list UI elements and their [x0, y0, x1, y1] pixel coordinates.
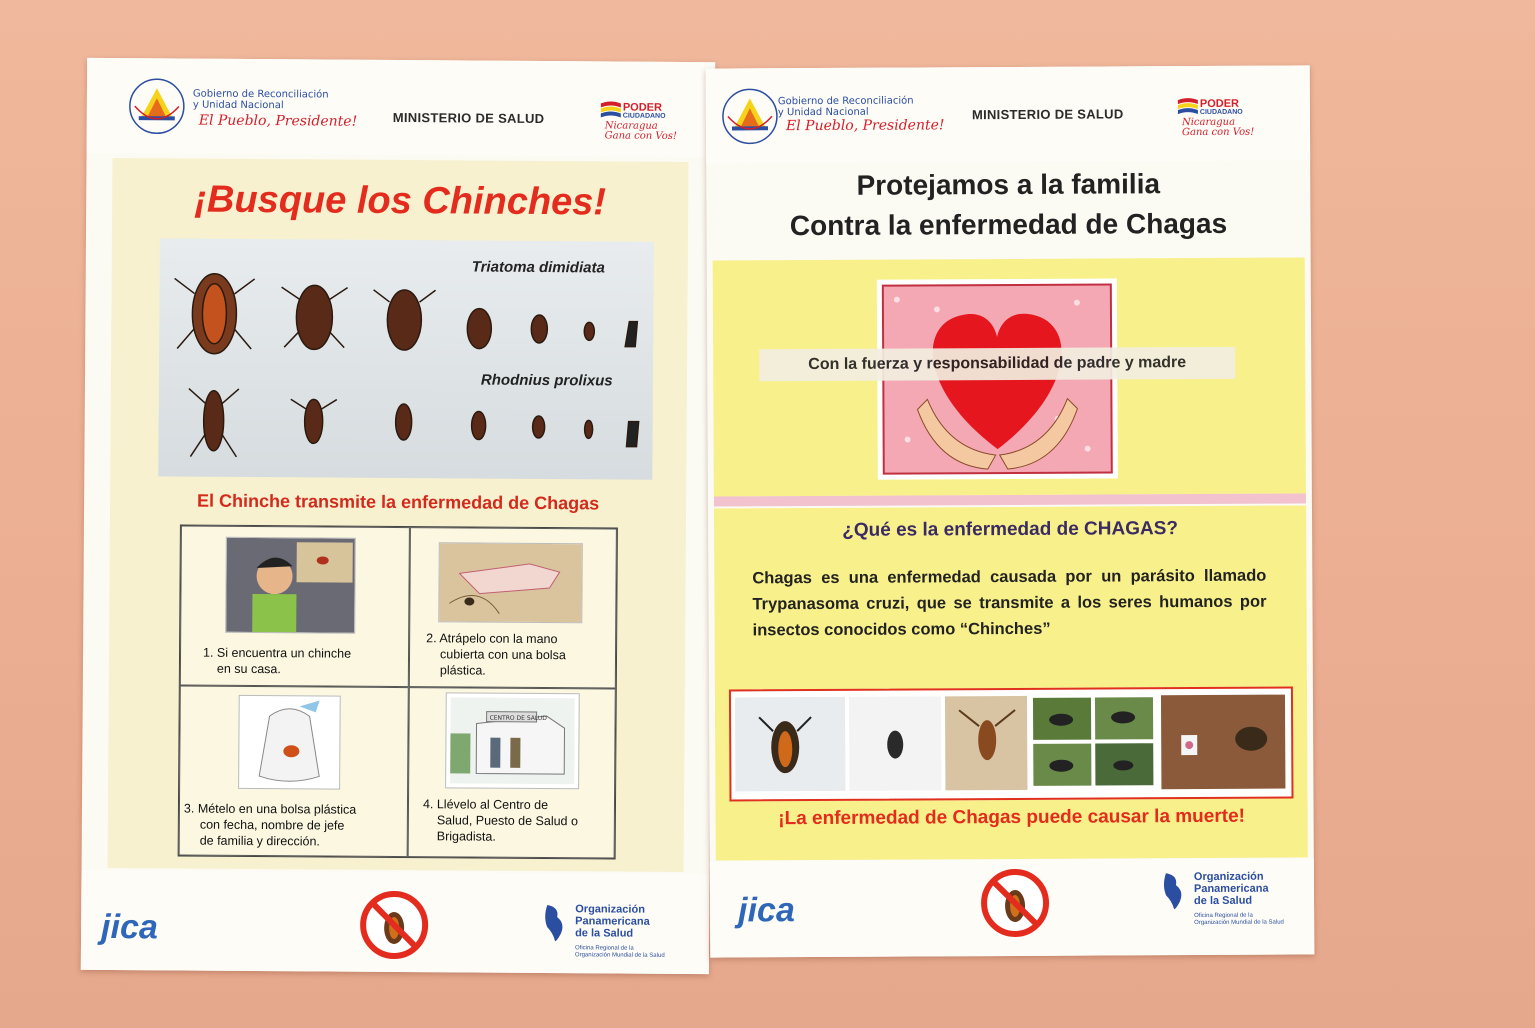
americas-map-icon	[1158, 871, 1192, 911]
ops-line-1: Organización	[1193, 870, 1264, 884]
step-3-line-1: 3. Mételo en una bolsa plástica	[183, 801, 357, 817]
step-2-cell	[409, 527, 617, 688]
poster-title	[706, 163, 1310, 246]
government-logo	[720, 86, 780, 146]
poder-slogan	[1182, 118, 1254, 138]
step-1-text	[203, 645, 351, 678]
poster-footer	[710, 858, 1314, 957]
kissing-bug-photo-grid	[1031, 695, 1157, 790]
step-3-text	[184, 801, 357, 850]
gov-line-2: y Unidad Nacional	[777, 106, 869, 119]
flag-icon	[599, 99, 623, 121]
gov-line-1: Gobierno de Reconciliación	[777, 95, 914, 108]
bug-photo-grid	[1031, 695, 1157, 790]
ops-line-3: de la Salud	[575, 927, 634, 940]
pink-divider	[714, 493, 1306, 506]
poder-slogan	[605, 121, 677, 142]
ops-sub-line-1: Oficina Regional de la	[574, 945, 634, 952]
ministry-name: MINISTERIO DE SALUD	[971, 106, 1124, 123]
bug-specimens-photo	[158, 238, 654, 479]
health-center-illustration	[446, 693, 579, 788]
no-bug-icon	[359, 890, 429, 960]
step-1-line-1: 1. Si encuentra un chinche	[202, 645, 352, 661]
species-label-triatoma: Triatoma dimidiata	[471, 258, 605, 277]
ops-sub-line-2: Organización Mundial de la Salud	[1194, 919, 1284, 927]
ministry-name: MINISTERIO DE SALUD	[392, 109, 545, 127]
title-line-2: Contra la enfermedad de Chagas	[789, 207, 1228, 242]
step-4-cell	[408, 687, 616, 858]
step-4-line-2: Salud, Puesto de Salud o	[436, 813, 579, 829]
ops-sub-line-2: Organización Mundial de la Salud	[574, 952, 665, 959]
ops-sub-line-1: Oficina Regional de la	[1194, 912, 1253, 920]
chagas-question: ¿Qué es la enfermedad de CHAGAS?	[842, 518, 1179, 541]
ops-line-1: Organización	[575, 903, 645, 916]
poder-ciudadano-logo	[599, 93, 679, 149]
poster-protejamos-familia	[706, 65, 1315, 957]
poster-header	[706, 65, 1310, 163]
chagas-description: Chagas es una enfermedad causada por un parásito llamado Trypanasoma cruzi, que se transmite a los seres humanos por insectos conocidos como “Chinches”	[752, 566, 1267, 640]
step-1-illustration	[225, 537, 356, 634]
ops-subtitle	[575, 945, 665, 960]
ops-name	[1194, 871, 1269, 907]
poder-title: PODER	[1199, 97, 1240, 111]
ops-line-2: Panamericana	[1193, 882, 1269, 896]
species-label-rhodnius: Rhodnius prolixus	[480, 371, 613, 390]
ops-logo	[1158, 870, 1308, 931]
step-4-line-3: Brigadista.	[436, 829, 496, 844]
poder-slogan-line-2: Gana con Vos!	[604, 130, 677, 142]
poder-ciudadano-logo	[1176, 90, 1256, 145]
step-4-text	[423, 796, 578, 845]
ops-line-3: de la Salud	[1194, 894, 1253, 908]
step-2-line-1: 2. Atrápelo con la mano	[426, 631, 558, 647]
poster-title: ¡Busque los Chinches!	[194, 178, 607, 224]
step-3-illustration	[238, 695, 341, 790]
jica-logo: jica	[100, 907, 158, 947]
poster-body	[108, 158, 689, 872]
ops-name	[575, 903, 650, 940]
bug-photo-5	[1161, 695, 1285, 790]
government-slogan: El Pueblo, Presidente!	[785, 117, 945, 135]
death-warning: ¡La enfermedad de Chagas puede causar la muerte!	[778, 805, 1246, 830]
jica-logo: jica	[737, 891, 795, 930]
step-2-illustration	[438, 542, 583, 623]
step-2-line-2: cubierta con una bolsa	[439, 647, 566, 663]
poster-header	[87, 58, 716, 157]
kissing-bug-photo-5	[1161, 695, 1285, 790]
heart-caption: Con la fuerza y responsabilidad de padre y madre	[759, 347, 1235, 381]
step-2-text	[426, 630, 566, 679]
bug-photo-2	[849, 696, 941, 790]
step-1-line-2: en su casa.	[216, 661, 281, 677]
ops-subtitle	[1194, 913, 1284, 927]
step-4-line-1: 4. Llévelo al Centro de	[422, 797, 549, 813]
step-1-cell	[180, 525, 410, 687]
poster-footer	[81, 870, 710, 974]
poder-slogan-line-1: Nicaragua	[1181, 116, 1236, 129]
government-logo	[127, 76, 187, 136]
ops-line-2: Panamericana	[575, 915, 650, 928]
health-center-sign-text: CENTRO DE SALUD	[489, 714, 547, 723]
ops-logo	[539, 903, 679, 964]
no-bug-icon	[980, 868, 1050, 938]
gov-line-2: y Unidad Nacional	[192, 99, 284, 112]
kissing-bug-photo-1	[735, 697, 845, 792]
hand-catching-bug-illustration	[439, 543, 582, 622]
gov-line-1: Gobierno de Reconciliación	[192, 88, 329, 101]
government-name	[193, 89, 329, 112]
government-slogan: El Pueblo, Presidente!	[198, 112, 358, 130]
plastic-bag-illustration	[239, 696, 340, 789]
instruction-steps-grid	[178, 524, 618, 859]
americas-map-icon	[539, 903, 573, 943]
step-3-line-3: de familia y dirección.	[199, 833, 320, 849]
title-line-1: Protejamos a la familia	[856, 168, 1161, 201]
poder-slogan-line-2: Gana con Vos!	[1181, 126, 1255, 139]
poder-subtitle: CIUDADANO	[1199, 108, 1243, 117]
step-3-line-2: con fecha, nombre de jefe	[199, 817, 345, 833]
bug-photo-1	[735, 697, 845, 792]
poder-slogan-line-1: Nicaragua	[604, 120, 658, 132]
kissing-bug-photo-2	[849, 696, 941, 790]
kissing-bug-photo-3	[945, 696, 1027, 790]
poder-subtitle: CIUDADANO	[622, 112, 666, 120]
flag-icon	[1176, 96, 1200, 118]
government-name	[778, 95, 914, 118]
step-2-line-3: plástica.	[439, 663, 486, 678]
bug-photos-strip	[729, 687, 1294, 802]
transmission-subtitle: El Chinche transmite la enfermedad de Chagas	[196, 490, 600, 514]
poder-title: PODER	[622, 101, 663, 114]
step-4-illustration	[445, 692, 580, 789]
step-3-cell	[179, 685, 409, 857]
poster-busque-chinches	[81, 58, 715, 974]
person-finding-bug-illustration	[226, 538, 355, 633]
bug-photo-3	[945, 696, 1027, 790]
